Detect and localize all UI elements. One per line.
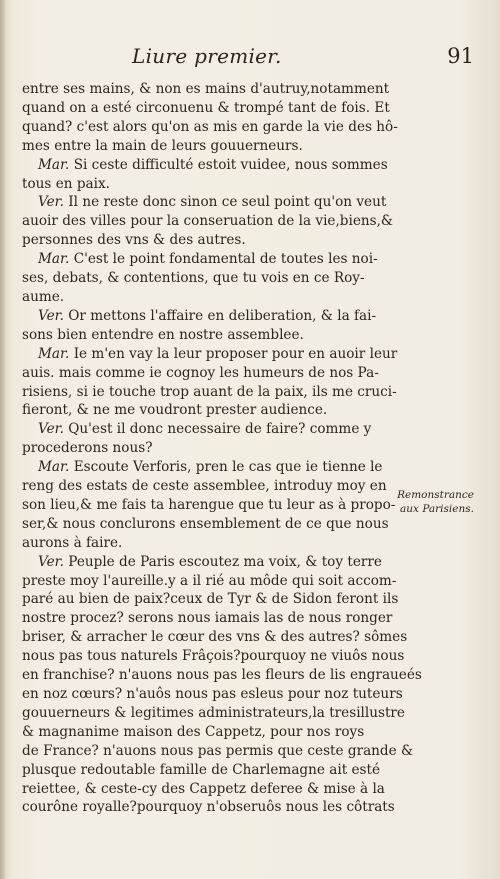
text-line xyxy=(22,798,474,817)
text-line xyxy=(22,364,474,383)
line-text: auis. mais comme ie cognoy les humeurs de nos Pa- xyxy=(22,364,379,381)
text-line xyxy=(22,572,474,591)
line-text: fieront, & ne me voudront prester audience. xyxy=(22,402,328,419)
line-text: ser,& nous conclurons ensemblement de ce que nous xyxy=(22,515,389,532)
line-text: tous en paix. xyxy=(22,175,110,192)
line-text: aurons à faire. xyxy=(22,534,123,551)
text-line xyxy=(22,137,474,156)
text-line xyxy=(22,439,474,458)
text-line xyxy=(22,175,474,194)
text-line xyxy=(22,383,474,402)
text-line xyxy=(22,515,474,534)
line-text: Qu'est il donc necessaire de faire? comme y xyxy=(68,421,372,438)
text-line xyxy=(22,704,474,723)
gutter-shadow xyxy=(0,0,6,879)
line-text: Si ceste difficulté estoit vuidee, nous sommes xyxy=(73,156,388,173)
line-text: reiettee, & ceste-cy des Cappetz deferee & mise à la xyxy=(22,780,385,797)
line-text: risiens, si ie touche trop auant de la paix, ils me cruci- xyxy=(22,383,397,400)
page-number: 91 xyxy=(447,44,474,68)
running-head xyxy=(22,44,474,72)
text-line xyxy=(22,193,474,212)
text-line xyxy=(22,156,474,175)
text-line xyxy=(22,231,474,250)
marginal-note-line-2: aux Parisiens. xyxy=(400,503,474,515)
speaker-label: Ver. xyxy=(38,307,64,324)
text-line xyxy=(22,534,474,553)
line-text: aume. xyxy=(22,288,65,305)
speaker-label: Mar. xyxy=(38,156,70,173)
line-text: de France? n'auons nous pas permis que ceste grande & xyxy=(22,742,414,759)
text-line xyxy=(22,723,474,742)
line-text: personnes des vns & des autres. xyxy=(22,232,246,249)
running-head-title: Liure premier. xyxy=(132,44,282,68)
line-text: auoir des villes pour la conseruation de la vie,biens,& xyxy=(22,213,394,230)
speaker-label: Ver. xyxy=(38,421,64,438)
text-line xyxy=(22,212,474,231)
line-text: ses, debats, & contentions, que tu vois en ce Roy- xyxy=(22,270,365,287)
line-text: procederons nous? xyxy=(22,440,153,457)
line-text: & magnanime maison des Cappetz, pour nos roys xyxy=(22,723,365,740)
line-text: Or mettons l'affaire en deliberation, & la fai- xyxy=(68,307,377,324)
line-text: Peuple de Paris escoutez ma voix, & toy terre xyxy=(68,553,382,570)
line-text: reng des estats de ceste assemblee, introduy moy en xyxy=(22,478,387,495)
text-line xyxy=(22,269,474,288)
text-line xyxy=(22,326,474,345)
text-line xyxy=(22,685,474,704)
text-line xyxy=(22,345,474,364)
speaker-label: Mar. xyxy=(38,459,70,476)
text-line xyxy=(22,401,474,420)
text-line xyxy=(22,780,474,799)
text-line xyxy=(22,420,474,439)
text-line xyxy=(22,666,474,685)
line-text: nostre procez? serons nous iamais las de nous ronger xyxy=(22,610,393,627)
line-text: entre ses mains, & non es mains d'autruy,notamment xyxy=(22,81,390,97)
line-text: Il ne reste donc sinon ce seul point qu'on veut xyxy=(68,194,387,211)
text-line xyxy=(22,118,474,137)
line-text: quand? c'est alors qu'on as mis en garde la vie des hô- xyxy=(22,118,398,135)
speaker-label: Ver. xyxy=(38,194,64,211)
text-line xyxy=(22,99,474,118)
line-text: en noz cœurs? n'auôs nous pas esleus pour noz tuteurs xyxy=(22,686,403,702)
speaker-label: Mar. xyxy=(38,251,70,268)
line-text: sons bien entendre en nostre assemblee. xyxy=(22,326,304,343)
line-text: courône royalle?pourquoy n'obseruôs nous les côtrats xyxy=(22,799,395,816)
speaker-label: Mar. xyxy=(38,345,70,362)
body-text xyxy=(22,80,474,817)
line-text: briser, & arracher le cœur des vns & des autres? sômes xyxy=(22,629,408,646)
line-text: mes entre la main de leurs gouuerneurs. xyxy=(22,137,303,154)
text-line xyxy=(22,80,474,99)
line-text: nous pas tous naturels Frâçois?pourquoy ne viuôs nous xyxy=(22,648,405,665)
marginal-note xyxy=(392,488,474,516)
text-line xyxy=(22,458,474,477)
line-text: plusque redoutable famille de Charlemagne ait esté xyxy=(22,761,381,778)
text-line xyxy=(22,647,474,666)
line-text: son lieu,& me fais ta harengue que tu leur as à propo- xyxy=(22,496,396,513)
text-line xyxy=(22,307,474,326)
line-text: gouuerneurs & legitimes administrateurs,la tresillustre xyxy=(22,704,405,721)
line-text: Ie m'en vay la leur proposer pour en auoir leur xyxy=(73,345,398,362)
line-text: quand on a esté circonuenu & trompé tant de fois. Et xyxy=(22,99,390,116)
line-text: Escoute Verforis, pren le cas que ie tienne le xyxy=(73,459,383,476)
text-line xyxy=(22,761,474,780)
line-text: preste moy l'aureille.y a il rié au môde qui soit accom- xyxy=(22,572,397,589)
text-line xyxy=(22,742,474,761)
line-text: paré au bien de paix?ceux de Tyr & de Sidon feront ils xyxy=(22,591,399,608)
marginal-note-line-1: Remonstrance xyxy=(397,489,474,501)
text-line xyxy=(22,250,474,269)
speaker-label: Ver. xyxy=(38,553,64,570)
text-line xyxy=(22,288,474,307)
text-line xyxy=(22,609,474,628)
line-text: C'est le point fondamental de toutes les noi- xyxy=(73,251,378,268)
line-text: en franchise? n'auons nous pas les fleurs de lis engraueés xyxy=(22,667,422,684)
text-line xyxy=(22,628,474,647)
text-line xyxy=(22,553,474,572)
text-line xyxy=(22,590,474,609)
